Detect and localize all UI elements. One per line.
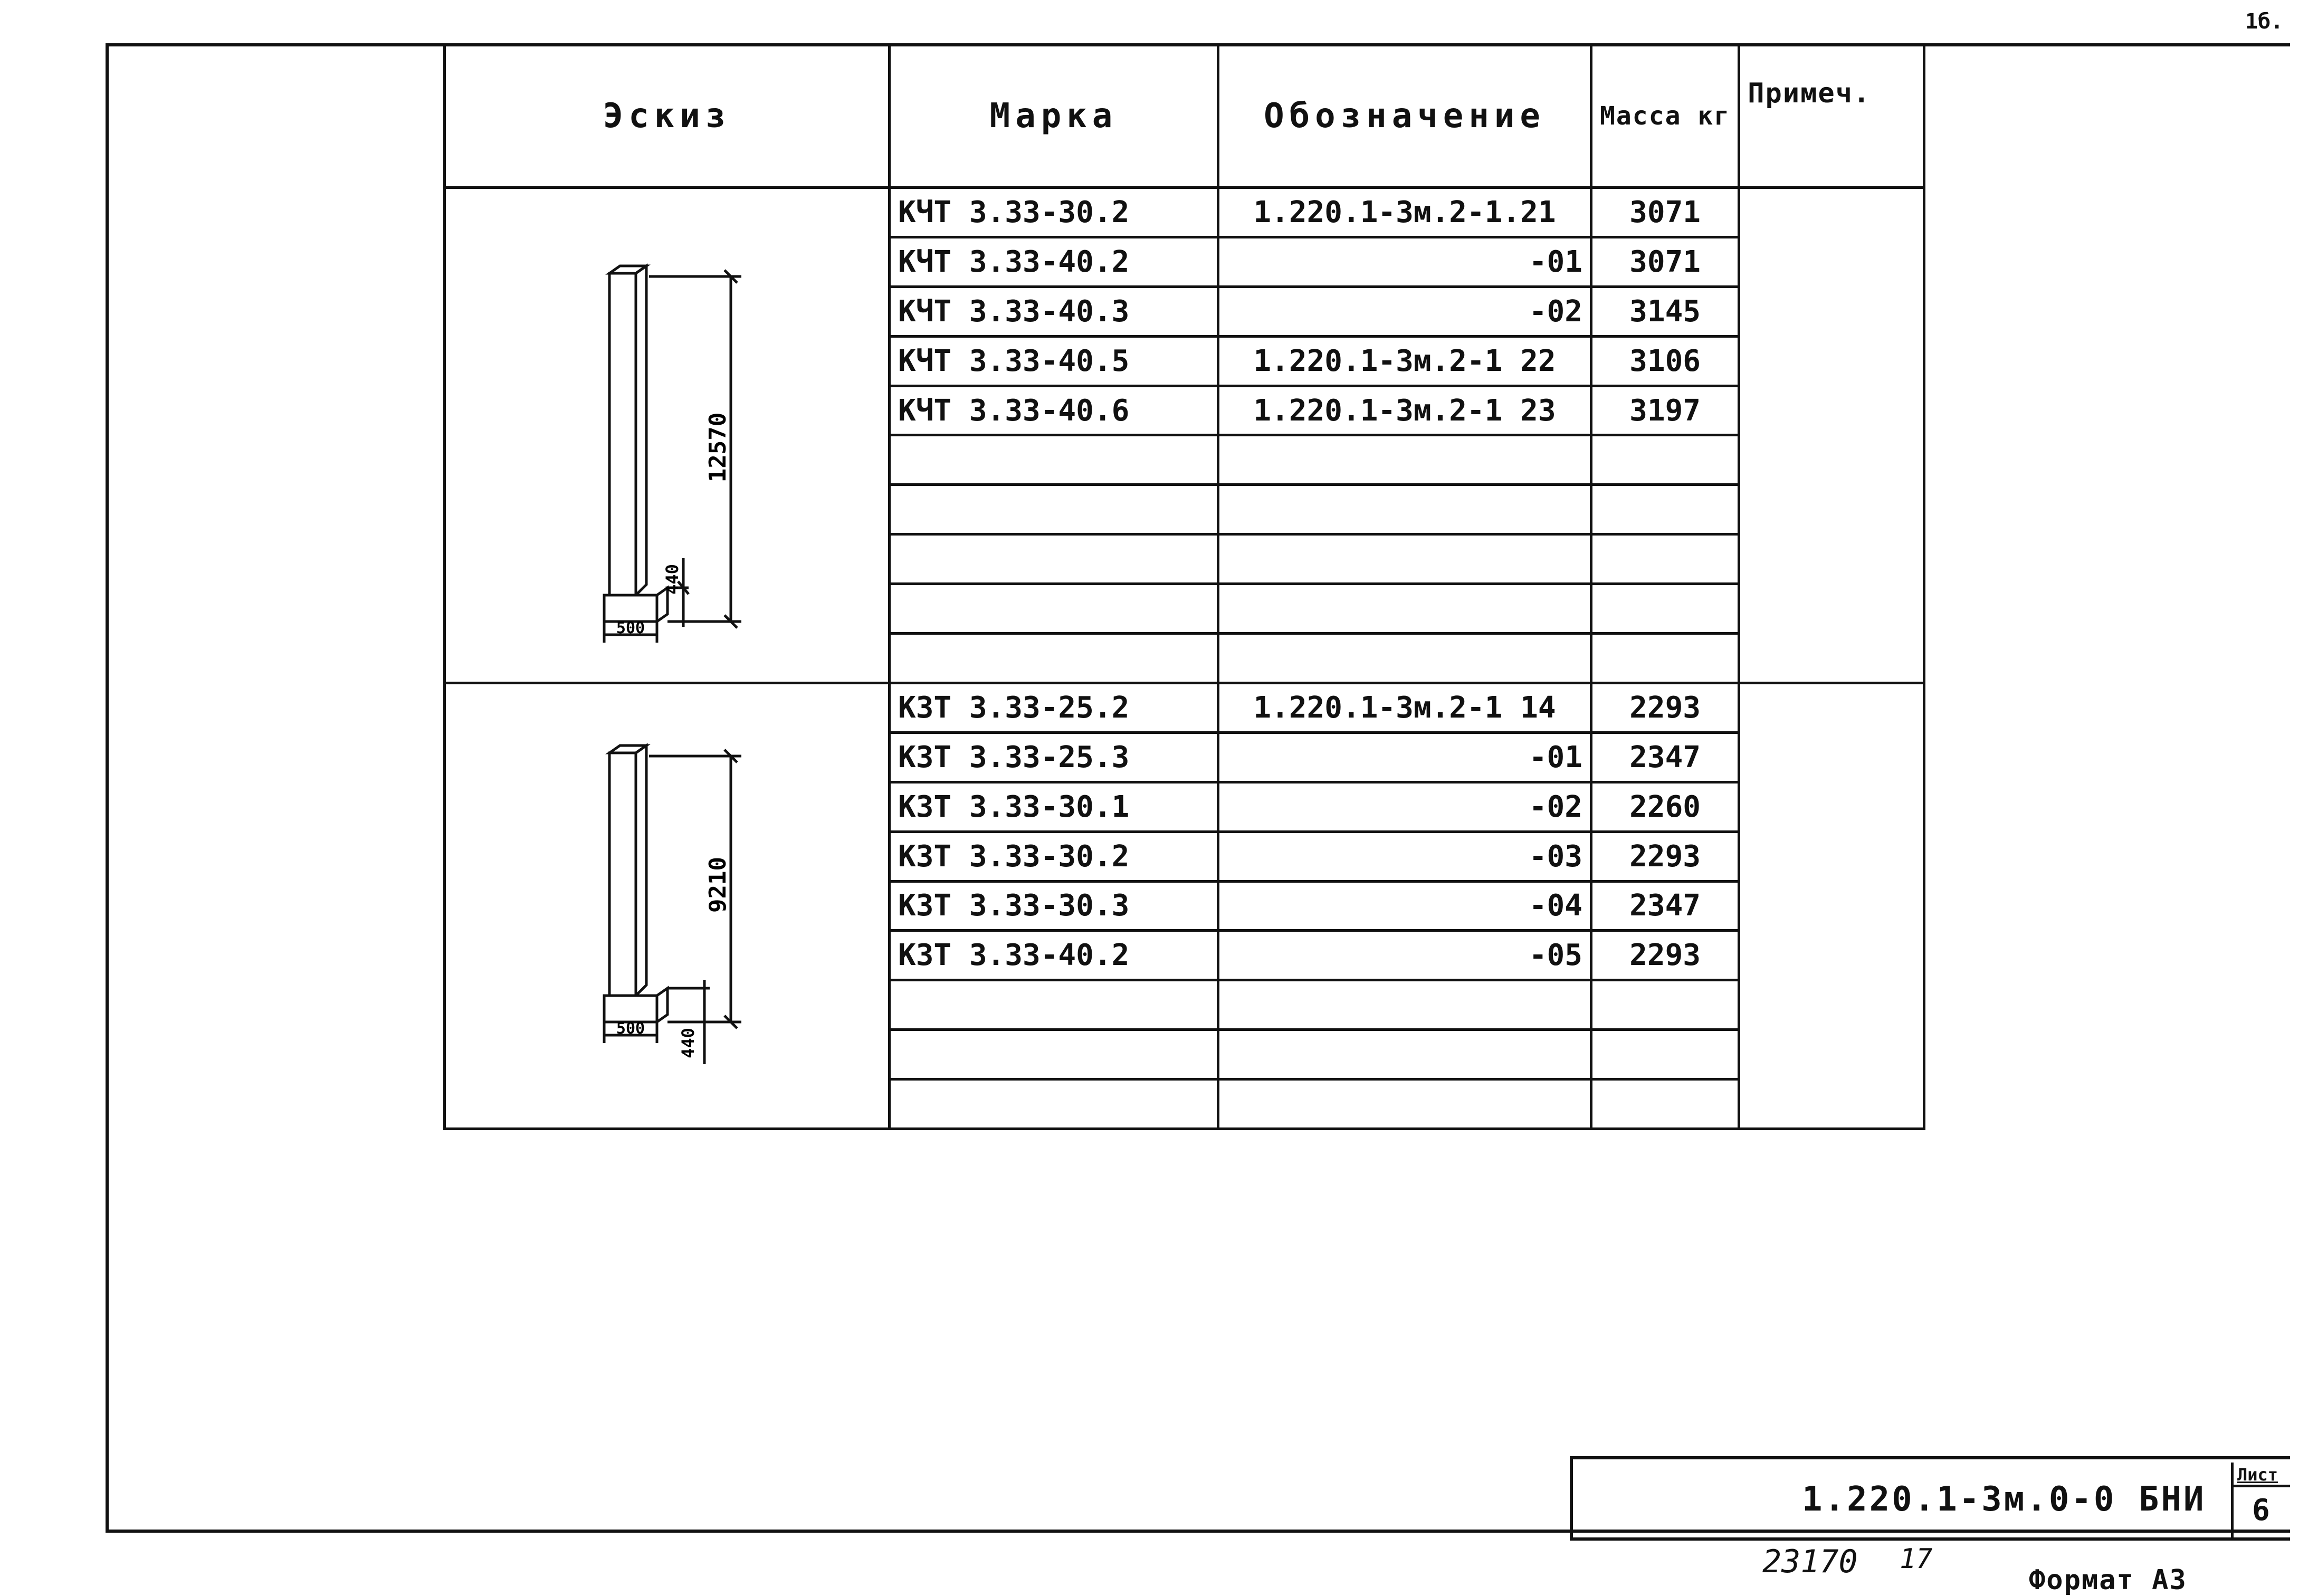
column-shaft — [609, 273, 636, 595]
cell-mark: КЗТ 3.33-40.2 — [890, 931, 1218, 980]
column-sketch-1 — [446, 189, 888, 682]
cell-mark: КЗТ 3.33-25.3 — [890, 732, 1218, 782]
cell-designation: -01 — [1218, 237, 1591, 286]
cell-mass: 2293 — [1591, 931, 1739, 980]
header-mass: Масса кг — [1591, 45, 1739, 188]
cell-mark: КЗТ 3.33-30.2 — [890, 832, 1218, 881]
cell-mark: КЧТ 3.33-40.2 — [890, 237, 1218, 286]
format-label: Формат А3 — [2029, 1564, 2187, 1596]
cell-designation: -02 — [1218, 782, 1591, 832]
cell-mark: КЧТ 3.33-40.3 — [890, 286, 1218, 336]
cell-mass: 2260 — [1591, 782, 1739, 832]
header-mark: Марка — [890, 45, 1218, 188]
table-row — [445, 188, 1924, 237]
cell-mark: КЗТ 3.33-25.2 — [890, 683, 1218, 733]
header-note: Примеч. — [1739, 45, 1924, 188]
cell-mark: КЗТ 3.33-30.3 — [890, 881, 1218, 931]
cell-designation — [1218, 1030, 1591, 1079]
cell-designation: 1.220.1-3м.2-1.21 — [1218, 188, 1591, 237]
header-designation: Обозначение — [1218, 45, 1591, 188]
cell-mark — [890, 435, 1218, 485]
cell-designation: 1.220.1-3м.2-1 22 — [1218, 336, 1591, 386]
dim-width-2: 500 — [616, 1019, 645, 1038]
cell-designation — [1218, 584, 1591, 634]
cell-designation: -01 — [1218, 732, 1591, 782]
cell-mark — [890, 584, 1218, 634]
cell-note — [1739, 188, 1924, 683]
cell-designation: -03 — [1218, 832, 1591, 881]
cell-designation — [1218, 435, 1591, 485]
cell-mark — [890, 634, 1218, 683]
dim-width-1: 500 — [616, 619, 645, 637]
cell-mark — [890, 485, 1218, 534]
cell-mass — [1591, 534, 1739, 584]
cell-designation — [1218, 980, 1591, 1030]
cell-mass — [1591, 584, 1739, 634]
cell-designation — [1218, 1079, 1591, 1129]
document-code: 1.220.1-3м.0-0 БНИ — [1802, 1480, 2206, 1519]
cell-mark: КЗТ 3.33-30.1 — [890, 782, 1218, 832]
cell-mark — [890, 1079, 1218, 1129]
table-row — [445, 683, 1924, 733]
cell-designation: -04 — [1218, 881, 1591, 931]
cell-mass — [1591, 435, 1739, 485]
cell-mark — [890, 534, 1218, 584]
cell-mass — [1591, 485, 1739, 534]
stamp-number: 23170 — [1762, 1543, 1858, 1580]
stamp-sub: 17 — [1900, 1543, 1933, 1575]
cell-mass: 3106 — [1591, 336, 1739, 386]
cell-mark — [890, 980, 1218, 1030]
column-base — [604, 996, 657, 1022]
sheet-label: Лист — [2237, 1465, 2278, 1485]
cell-mass: 3071 — [1591, 237, 1739, 286]
header-sketch: Эскиз — [445, 45, 890, 188]
cell-mass: 2293 — [1591, 832, 1739, 881]
cell-designation: -05 — [1218, 931, 1591, 980]
specification-table — [443, 43, 1925, 1130]
cell-mass — [1591, 1079, 1739, 1129]
dim-base-1: 440 — [662, 564, 682, 595]
column-shaft — [609, 753, 636, 996]
cell-designation — [1218, 534, 1591, 584]
sheet-number: 6 — [2252, 1493, 2270, 1527]
column-base — [604, 595, 657, 622]
column-sketch-2 — [446, 684, 888, 1127]
cell-mark: КЧТ 3.33-30.2 — [890, 188, 1218, 237]
dim-height-2: 9210 — [704, 857, 731, 913]
table-header-row — [445, 45, 1924, 188]
cell-designation — [1218, 634, 1591, 683]
cell-designation — [1218, 485, 1591, 534]
cell-mass: 3197 — [1591, 386, 1739, 435]
cell-mass: 2347 — [1591, 732, 1739, 782]
cell-mass: 2347 — [1591, 881, 1739, 931]
cell-mark — [890, 1030, 1218, 1079]
cell-designation: 1.220.1-3м.2-1 23 — [1218, 386, 1591, 435]
cell-mark: КЧТ 3.33-40.5 — [890, 336, 1218, 386]
cell-designation: -02 — [1218, 286, 1591, 336]
cell-mass — [1591, 1030, 1739, 1079]
cell-note — [1739, 683, 1924, 1129]
sketch-cell-1 — [445, 188, 890, 683]
cell-mass: 3071 — [1591, 188, 1739, 237]
cell-mass — [1591, 980, 1739, 1030]
sheet-divider — [2231, 1485, 2290, 1487]
cell-mass — [1591, 634, 1739, 683]
dim-height-1: 12570 — [704, 412, 731, 483]
cell-mark: КЧТ 3.33-40.6 — [890, 386, 1218, 435]
cell-designation: 1.220.1-3м.2-1 14 — [1218, 683, 1591, 733]
cell-mass: 3145 — [1591, 286, 1739, 336]
sketch-cell-2 — [445, 683, 890, 1129]
corner-mark: 1б. — [2245, 9, 2284, 34]
cell-mass: 2293 — [1591, 683, 1739, 733]
dim-base-2: 440 — [678, 1028, 698, 1058]
